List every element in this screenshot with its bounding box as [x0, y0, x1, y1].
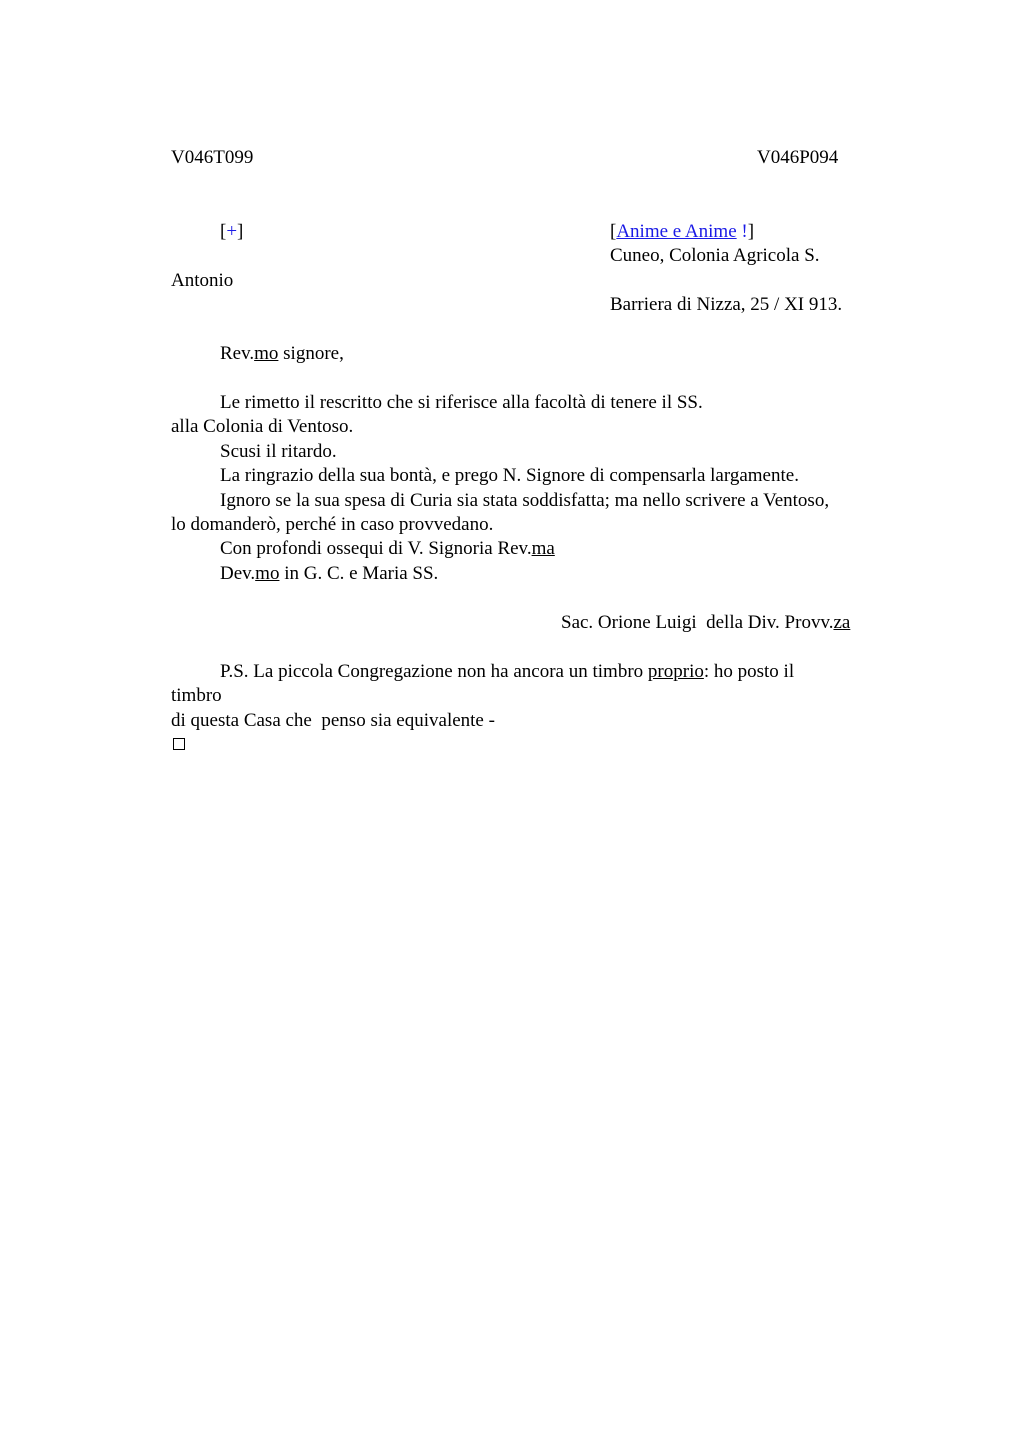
bracket-open: [	[220, 221, 227, 242]
salutation	[220, 342, 344, 366]
closing-abbr: ma	[531, 538, 555, 559]
body-p3: La ringrazio della sua bontà, e prego N. Signore di compensarla largamente.	[220, 465, 799, 486]
postscript-underlined: proprio	[647, 661, 704, 682]
motto-bracket-open: [	[610, 221, 617, 242]
postscript-line-3: di questa Casa che penso sia equivalente -	[171, 710, 495, 731]
closing-prefix: Con profondi ossequi di V. Signoria Rev.	[220, 538, 532, 559]
motto-exclaim: !	[741, 221, 748, 242]
signature	[561, 611, 850, 635]
cross-mark	[220, 220, 243, 244]
place-date: Barriera di Nizza, 25 / XI 913.	[610, 294, 843, 315]
body-p2: Scusi il ritardo.	[220, 441, 337, 462]
salutation-suffix: signore,	[278, 343, 344, 364]
body-p4-line1: Ignoro se la sua spesa di Curia sia stata soddisfatta; ma nello scrivere a Ventoso,	[220, 490, 830, 511]
devotion-prefix: Dev.	[220, 563, 256, 584]
document-code-right: V046P094	[757, 147, 839, 168]
place-line-1: Cuneo, Colonia Agricola S.	[610, 245, 820, 266]
closing-line	[220, 537, 555, 561]
postscript-prefix: P.S. La piccola Congregazione non ha ancora un timbro	[220, 661, 648, 682]
place-line-2: Antonio	[171, 270, 234, 291]
motto-bracket-close: ]	[747, 221, 755, 242]
devotion-abbr: mo	[255, 563, 280, 584]
body-p1-line2: alla Colonia di Ventoso.	[171, 416, 354, 437]
salutation-prefix: Rev.	[220, 343, 255, 364]
postscript-suffix: : ho posto il	[703, 661, 795, 682]
postscript-line-2: timbro	[171, 685, 222, 706]
body-p1-line1: Le rimetto il rescritto che si riferisce alla facoltà di tenere il SS.	[220, 392, 703, 413]
square-box-icon	[173, 738, 185, 750]
document-code-left: V046T099	[171, 147, 254, 168]
motto	[610, 220, 754, 244]
motto-link[interactable]: Anime e Anime	[616, 221, 737, 242]
bracket-close: ]	[237, 221, 244, 242]
postscript-line-1	[220, 660, 794, 684]
body-p4-line2: lo domanderò, perché in caso provvedano.	[171, 514, 494, 535]
signature-text: Sac. Orione Luigi della Div. Provv.	[561, 612, 834, 633]
devotion-line	[220, 562, 438, 586]
devotion-suffix: in G. C. e Maria SS.	[279, 563, 439, 584]
cross-icon[interactable]: +	[226, 221, 238, 242]
salutation-abbr: mo	[254, 343, 279, 364]
signature-abbr: za	[833, 612, 851, 633]
